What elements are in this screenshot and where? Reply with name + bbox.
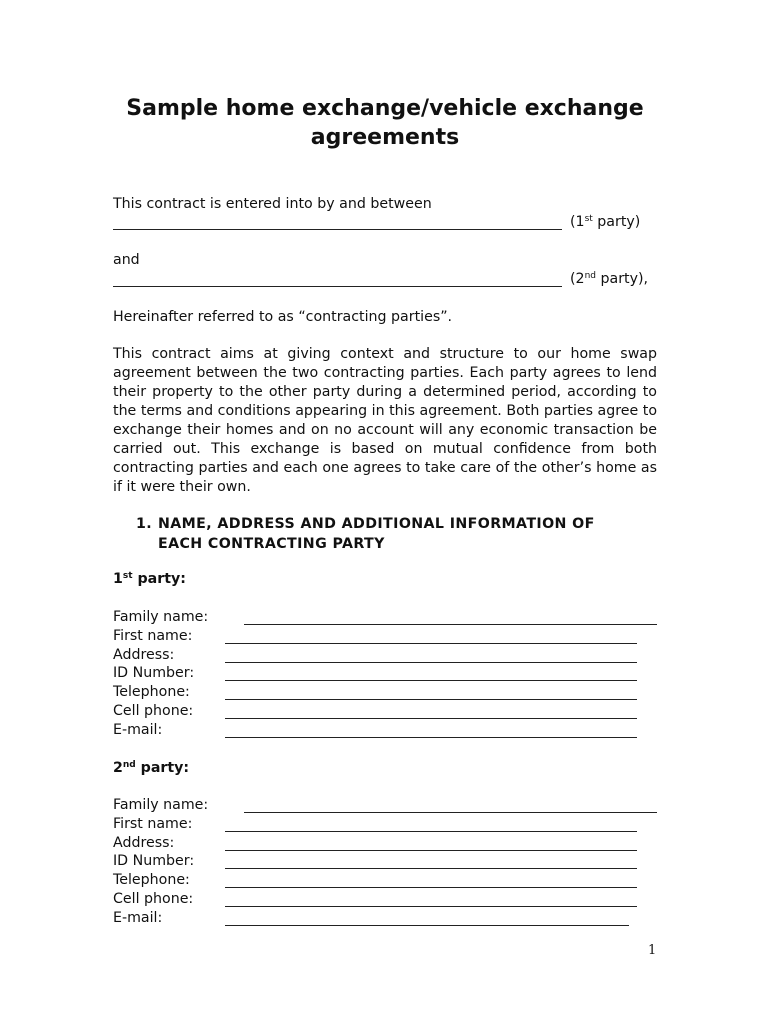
section-title-line-2: EACH CONTRACTING PARTY: [158, 536, 385, 552]
party2-field-blank[interactable]: [225, 925, 629, 926]
document-title: [100, 94, 670, 152]
party1-field-label: Family name:: [113, 609, 209, 625]
party1-field-blank[interactable]: [225, 737, 637, 738]
party2-field-label: First name:: [113, 815, 193, 832]
party1-field-blank[interactable]: [225, 662, 637, 663]
party1-field-label: E-mail:: [113, 721, 163, 738]
party1-field-blank[interactable]: [244, 624, 657, 625]
party1-field-label: ID Number:: [113, 665, 195, 682]
party2-heading: 2nd party:: [113, 760, 190, 776]
party1-field-label: Cell phone:: [113, 703, 194, 719]
party2-field-blank[interactable]: [225, 887, 637, 888]
party1-field-blank[interactable]: [225, 718, 637, 719]
party2-label: (2nd party),: [570, 271, 649, 287]
body-paragraph: This contract aims at giving context and structure to our home swap agreement between the two contracting parties. Each party agrees to lend their property to the other party during a determined period, according to the terms and conditions appearing in this agreement. Both parties agree to exchange their homes and on no account will any economic transaction be carried out. This exchange is based on mutual confidence from both contracting parties and each one agrees to take care of the other’s home as if it were their own.: [113, 346, 657, 495]
party2-field-label: E-mail:: [113, 909, 163, 926]
party2-field-blank[interactable]: [225, 868, 637, 869]
party1-heading: 1st party:: [113, 571, 186, 587]
title-line-1: Sample home exchange/vehicle exchange: [126, 96, 644, 121]
party2-field-label: Family name:: [113, 797, 209, 813]
party2-field-label: ID Number:: [113, 853, 195, 870]
party2-field-blank[interactable]: [244, 812, 657, 813]
party2-field-blank[interactable]: [225, 850, 637, 851]
party2-field-blank[interactable]: [225, 906, 637, 907]
party1-field-label: Address:: [113, 646, 175, 663]
party2-field-label: Telephone:: [113, 872, 190, 889]
section-number: 1.: [136, 516, 153, 532]
party1-label: (1st party): [570, 214, 641, 230]
section-1-heading: [136, 514, 657, 554]
party1-field-blank[interactable]: [225, 680, 637, 681]
section-title-line-1: NAME, ADDRESS AND ADDITIONAL INFORMATION OF: [158, 516, 595, 532]
title-line-2: agreements: [310, 125, 460, 150]
party2-field-label: Cell phone:: [113, 891, 194, 907]
party1-field-blank[interactable]: [225, 699, 637, 700]
party1-field-label: First name:: [113, 627, 193, 644]
hereinafter-text: Hereinafter referred to as “contracting parties”.: [113, 309, 453, 325]
party2-field-label: Address:: [113, 834, 175, 851]
and-text: and: [113, 252, 140, 268]
intro-line: This contract is entered into by and between: [113, 196, 432, 212]
party1-name-blank[interactable]: [113, 229, 562, 230]
party2-name-blank[interactable]: [113, 286, 562, 287]
page-number: 1: [648, 943, 657, 958]
party2-field-blank[interactable]: [225, 831, 637, 832]
party1-field-label: Telephone:: [113, 684, 190, 701]
party1-field-blank[interactable]: [225, 643, 637, 644]
